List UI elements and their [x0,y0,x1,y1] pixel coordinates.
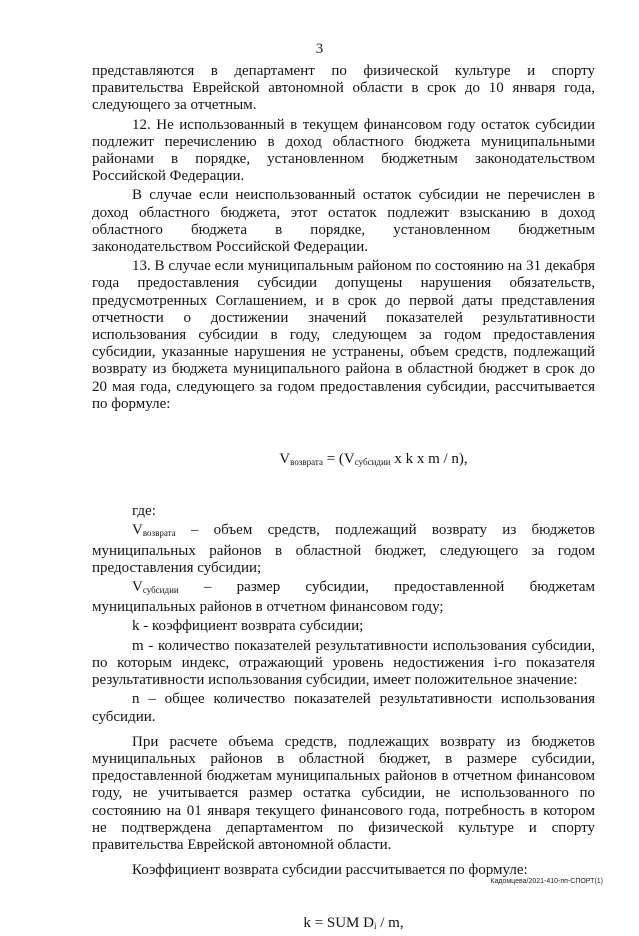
paragraph-12: 12. Не использованный в текущем финансовом году остаток субсидии подлежит перечислению в доход областного бюджета муниципальными районами в порядке, установленном бюджетным законодательством Российской Федерации. [92,116,595,185]
definition-v-return [92,522,595,577]
definition-k: k - коэффициент возврата субсидии; [132,618,364,635]
formula-eq: = (V [322,451,355,468]
formula-coefficient [92,915,595,935]
def-sub-return: возврата [142,528,176,539]
formula-v: V [279,451,291,468]
def-v: V [132,522,143,539]
footer-document-code: Кадомцева/2021-410-пп-СПОРТ(1) [490,878,603,885]
document-body [92,63,595,936]
paragraph-coefficient: Коэффициент возврата субсидии рассчитывается по формуле: [132,862,528,879]
def-v2: V [132,579,143,596]
definition-v-subsidy [92,579,595,616]
paragraph-calculation: При расчете объема средств, подлежащих возврату из бюджетов муниципальных районов в областной бюджет, в размере субсидии, предоставленной бюджетам муниципальных районов в отчетном финансовом году, не учитывается размер остатка субсидии, не использованного по состоянию на 01 января текущего финансового года, потребность в котором не подтверждена департаментом по физической культуре и спорту правительства Еврейской автономной области. [92,733,595,853]
def-sub-subsidy: субсидии [142,585,179,596]
formula2-rhs: / m, [376,915,404,932]
formula-sub-subsidy: субсидии [354,457,391,468]
page-number: 3 [315,41,324,57]
formula-rest: x k x m / n), [390,451,468,468]
where-label: где: [132,503,156,520]
definition-n: n – общее количество показателей результативности использования субсидии. [92,691,595,725]
paragraph-13: 13. В случае если муниципальным районом по состоянию на 31 декабря года предоставления субсидии допущены нарушения обязательств, предусмотренных Соглашением, и в срок до первой даты представления отчетности о достижении значений показателей результативности использования субсидии в году, следующем за годом предоставления субсидии, указанные нарушения не устранены, объем средств, подлежащий возврату из бюджета муниципального района в областной бюджет в срок до 20 мая года, следующего за годом предоставления субсидии, рассчитывается по формуле: [92,258,595,412]
def-return-text: – объем средств, подлежащий возврату из бюджетов муниципальных районов в областной бюджет, следующего за годом предоставления субсидии; [92,522,595,576]
paragraph-unused-balance: В случае если неиспользованный остаток субсидии не перечислен в доход областного бюджета, этот остаток подлежит взысканию в доход областного бюджета в порядке, установленном бюджетным законодательством Российской Федерации. [92,187,595,256]
formula2-lhs: k = SUM D [303,915,374,932]
definition-m: m - количество показателей результативности использования субсидии, по которым индекс, отражающий уровень недостижения i-го показателя результативности использования субсидии, имеет положительное значение: [92,637,595,689]
formula-return-volume [92,451,595,471]
formula-sub-return: возврата [290,457,323,468]
def-subsidy-text: – размер субсидии, предоставленной бюджетам муниципальных районов в отчетном финансовом году; [92,579,595,616]
formula2-sub: i [373,921,377,932]
paragraph-continuation: представляются в департамент по физической культуре и спорту правительства Еврейской автономной области в срок до 10 января года, следующего за отчетным. [92,63,595,114]
